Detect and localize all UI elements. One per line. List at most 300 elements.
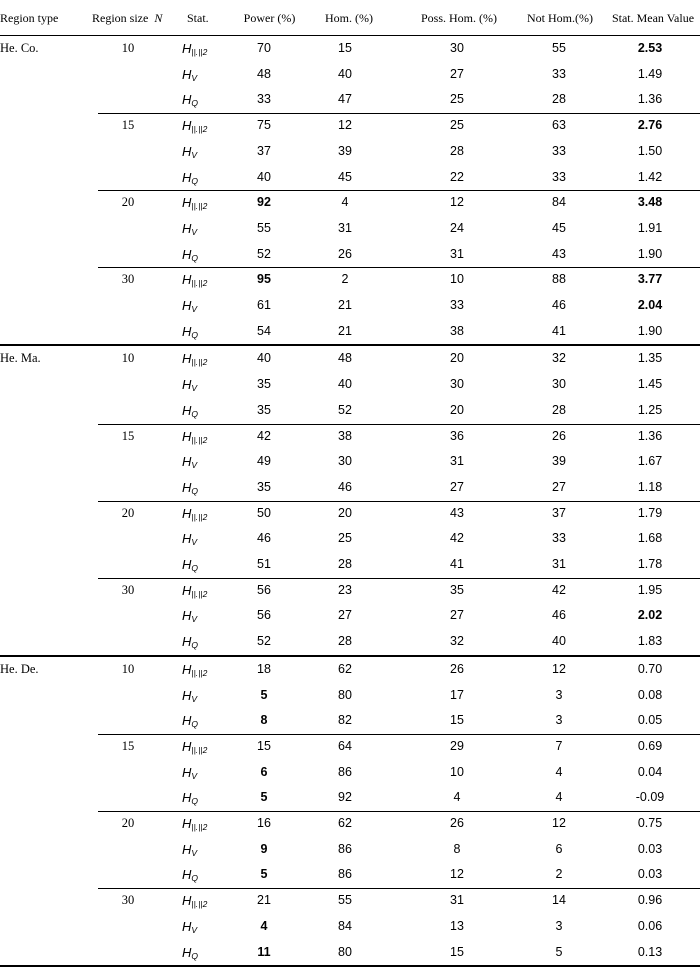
stat-symbol-subscript: V [191, 460, 198, 471]
poss-hom-cell: 42 [450, 531, 464, 546]
region-size-cell: 15 [121, 118, 135, 133]
not-hom-cell: 3 [555, 918, 563, 933]
stat-cell [182, 734, 226, 759]
stat-symbol-base: H [182, 195, 192, 211]
stat-symbol-subscript: ||.||2 [191, 357, 208, 368]
power-cell: 92 [257, 195, 271, 210]
stat-symbol-subscript: ||.||2 [191, 744, 208, 755]
stat-symbol-base: H [182, 66, 192, 82]
power-cell: 40 [257, 351, 271, 366]
stat-mean-cell: 1.25 [637, 402, 663, 417]
poss-hom-cell: 36 [450, 428, 464, 443]
not-hom-cell: 33 [552, 66, 566, 81]
hom-cell: 64 [338, 738, 352, 753]
stat-cell [182, 914, 226, 939]
stat-symbol-subscript: ||.||2 [191, 124, 208, 135]
stat-mean-cell: 1.49 [637, 66, 663, 81]
not-hom-cell: 12 [552, 816, 566, 830]
not-hom-cell: 7 [555, 738, 563, 753]
stat-symbol-base: H [182, 479, 192, 495]
stat-symbol-subscript: V [191, 383, 198, 394]
stat-mean-cell: 1.36 [637, 92, 663, 107]
hom-cell: 80 [338, 687, 352, 702]
table-row [0, 501, 700, 526]
power-cell: 52 [257, 246, 271, 261]
not-hom-cell: 26 [552, 428, 566, 443]
poss-hom-cell: 31 [450, 893, 464, 908]
header-region-type: Region type [0, 11, 59, 25]
poss-hom-cell: 13 [450, 918, 464, 933]
table-row [0, 760, 700, 785]
power-cell: 95 [257, 272, 271, 287]
poss-hom-cell: 22 [450, 169, 464, 184]
power-cell: 6 [260, 764, 268, 779]
stat-mean-cell: 0.96 [637, 893, 663, 908]
hom-cell: 55 [338, 893, 352, 908]
stat-symbol-subscript: Q [191, 98, 199, 109]
not-hom-cell: 4 [555, 790, 563, 805]
stat-symbol-base: H [182, 246, 192, 262]
stat-symbol-base: H [182, 531, 192, 547]
power-cell: 5 [260, 867, 268, 882]
power-cell: 40 [257, 169, 271, 184]
not-hom-cell: 5 [555, 944, 563, 959]
stat-mean-cell: 1.68 [637, 531, 663, 546]
region-size-cell: 20 [121, 816, 135, 830]
power-cell: 49 [257, 454, 271, 469]
hom-cell: 40 [338, 66, 352, 81]
stat-mean-cell: 1.90 [637, 323, 663, 338]
stat-symbol-base: H [182, 893, 192, 909]
power-cell: 50 [257, 505, 271, 520]
header-stat-mean-value: Stat. Mean Value [611, 11, 695, 25]
hom-cell: 2 [341, 272, 349, 287]
stat-mean-cell: -0.09 [635, 790, 665, 805]
poss-hom-cell: 25 [450, 118, 464, 133]
not-hom-cell: 31 [552, 557, 566, 571]
power-cell: 8 [260, 713, 268, 728]
poss-hom-cell: 27 [450, 66, 464, 81]
table-row [0, 603, 700, 628]
power-cell: 35 [257, 479, 271, 494]
poss-hom-cell: 17 [450, 687, 464, 702]
table-row [0, 708, 700, 733]
poss-hom-cell: 26 [450, 661, 464, 676]
table-row [0, 734, 700, 759]
not-hom-cell: 46 [552, 298, 566, 312]
hom-cell: 48 [338, 351, 352, 366]
stat-symbol-base: H [182, 661, 192, 677]
poss-hom-cell: 31 [450, 454, 464, 469]
hom-cell: 26 [338, 246, 352, 261]
not-hom-cell: 30 [552, 377, 566, 392]
stat-mean-cell: 0.13 [637, 944, 663, 959]
stat-symbol-base: H [182, 790, 192, 806]
stat-symbol-subscript: ||.||2 [191, 822, 208, 832]
power-cell: 51 [257, 557, 271, 571]
stat-mean-cell: 1.35 [637, 351, 663, 366]
stat-symbol-subscript: ||.||2 [191, 434, 208, 445]
not-hom-cell: 88 [552, 272, 566, 287]
table-row [0, 372, 700, 397]
table-row [0, 139, 700, 164]
table-row [0, 424, 700, 449]
table-row [0, 785, 700, 810]
stat-mean-cell: 1.83 [637, 634, 663, 649]
stat-mean-cell: 0.70 [637, 661, 663, 676]
table-row [0, 216, 700, 241]
hom-cell: 86 [338, 841, 352, 856]
stat-symbol-base: H [182, 377, 192, 393]
not-hom-cell: 37 [552, 505, 566, 520]
hom-cell: 84 [338, 918, 352, 933]
poss-hom-cell: 31 [450, 246, 464, 261]
stat-mean-cell: 3.48 [637, 195, 663, 210]
power-cell: 33 [257, 92, 271, 107]
stat-cell [182, 62, 226, 87]
power-cell: 16 [257, 816, 271, 830]
hom-cell: 62 [338, 661, 352, 676]
stat-symbol-base: H [182, 41, 192, 56]
table-row [0, 888, 700, 913]
hom-cell: 38 [338, 428, 352, 443]
stat-mean-cell: 0.75 [637, 816, 663, 830]
stat-symbol-subscript: ||.||2 [191, 511, 208, 522]
hom-cell: 62 [338, 816, 352, 830]
stat-symbol-base: H [182, 713, 192, 729]
hom-cell: 27 [338, 608, 352, 623]
stat-mean-cell: 0.05 [637, 713, 663, 728]
table-row [0, 190, 700, 215]
stat-symbol-subscript: Q [191, 329, 199, 340]
table-row [0, 862, 700, 887]
stat-symbol-subscript: Q [191, 719, 199, 730]
power-cell: 18 [257, 661, 271, 676]
stat-symbol-base: H [182, 687, 192, 703]
header-region-size [92, 0, 172, 36]
not-hom-cell: 33 [552, 531, 566, 546]
stat-symbol-base: H [182, 118, 192, 134]
poss-hom-cell: 32 [450, 634, 464, 649]
power-cell: 15 [257, 738, 271, 753]
not-hom-cell: 33 [552, 143, 566, 158]
power-cell: 56 [257, 608, 271, 623]
table-row [0, 293, 700, 318]
stat-cell [182, 785, 226, 810]
region-size-cell: 30 [121, 893, 135, 908]
stat-cell [182, 346, 226, 371]
table-row [0, 552, 700, 577]
stat-symbol-base: H [182, 428, 192, 444]
stat-symbol-base: H [182, 298, 192, 313]
stat-cell [182, 811, 226, 836]
stat-symbol-subscript: ||.||2 [191, 588, 208, 599]
stat-mean-cell: 1.95 [637, 582, 663, 597]
stat-mean-cell: 0.69 [637, 738, 663, 753]
hom-cell: 21 [338, 323, 352, 338]
stat-mean-cell: 0.04 [637, 764, 663, 779]
stat-symbol-subscript: V [191, 693, 198, 704]
hom-cell: 20 [338, 505, 352, 520]
power-cell: 42 [257, 428, 271, 443]
stat-symbol-base: H [182, 505, 192, 521]
poss-hom-cell: 8 [453, 841, 461, 856]
poss-hom-cell: 24 [450, 220, 464, 235]
stat-symbol-base: H [182, 634, 192, 650]
stat-symbol-base: H [182, 738, 192, 754]
stat-cell [182, 190, 226, 215]
table-row [0, 449, 700, 474]
stat-cell [182, 578, 226, 603]
hom-cell: 39 [338, 143, 352, 158]
not-hom-cell: 39 [552, 454, 566, 469]
not-hom-cell: 33 [552, 169, 566, 184]
power-cell: 35 [257, 377, 271, 392]
stat-cell [182, 216, 226, 241]
power-cell: 70 [257, 41, 271, 55]
region-size-cell: 10 [121, 661, 135, 676]
stat-cell [182, 87, 226, 112]
stat-symbol-base: H [182, 143, 192, 159]
stat-symbol-subscript: ||.||2 [191, 47, 208, 57]
poss-hom-cell: 15 [450, 713, 464, 728]
stat-mean-cell: 1.36 [637, 428, 663, 443]
stat-symbol-base: H [182, 944, 192, 960]
stat-mean-cell: 1.45 [637, 377, 663, 392]
stat-symbol-subscript: Q [191, 485, 199, 496]
stat-cell [182, 267, 226, 292]
table-row [0, 526, 700, 551]
power-cell: 11 [257, 944, 271, 959]
table-row [0, 113, 700, 138]
region-size-cell: 20 [121, 195, 135, 210]
stat-cell [182, 552, 226, 577]
table-row [0, 940, 700, 965]
stat-cell [182, 888, 226, 913]
table-row [0, 475, 700, 500]
stat-mean-cell: 1.18 [637, 479, 663, 494]
not-hom-cell: 3 [555, 687, 563, 702]
stat-mean-cell: 0.03 [637, 867, 663, 882]
not-hom-cell: 27 [552, 479, 566, 494]
table-row [0, 578, 700, 603]
stat-cell [182, 629, 226, 654]
stat-symbol-subscript: ||.||2 [191, 201, 208, 212]
header-poss-hom: Poss. Hom. (%) [420, 11, 497, 25]
stat-symbol-base: H [182, 582, 192, 598]
power-cell: 75 [257, 118, 271, 133]
hom-cell: 80 [338, 944, 352, 959]
stat-symbol-base: H [182, 557, 192, 572]
stat-symbol-base: H [182, 918, 192, 934]
region-size-cell: 15 [121, 738, 135, 753]
header-not-hom: Not Hom.(%) [527, 11, 593, 25]
power-cell: 5 [260, 790, 268, 805]
power-cell: 61 [257, 298, 271, 312]
stat-cell [182, 113, 226, 138]
hom-cell: 47 [338, 92, 352, 107]
stat-symbol-subscript: Q [191, 252, 199, 263]
region-size-cell: 15 [121, 428, 135, 443]
table-header [0, 0, 700, 36]
stat-cell [182, 398, 226, 423]
hom-cell: 25 [338, 531, 352, 546]
table-row [0, 398, 700, 423]
stat-cell [182, 372, 226, 397]
stat-symbol-subscript: V [191, 226, 198, 237]
stat-mean-cell: 1.90 [637, 246, 663, 261]
poss-hom-cell: 20 [450, 402, 464, 417]
region-type-cell: He. Ma. [0, 351, 41, 366]
group-separator [0, 965, 700, 967]
not-hom-cell: 40 [552, 634, 566, 649]
poss-hom-cell: 30 [450, 41, 464, 55]
stat-cell [182, 36, 226, 61]
power-cell: 55 [257, 220, 271, 235]
stat-cell [182, 319, 226, 344]
stat-symbol-subscript: ||.||2 [191, 278, 208, 289]
poss-hom-cell: 26 [450, 816, 464, 830]
poss-hom-cell: 43 [450, 505, 464, 520]
table-row [0, 683, 700, 708]
hom-cell: 82 [338, 713, 352, 728]
table-row [0, 242, 700, 267]
not-hom-cell: 55 [552, 41, 566, 55]
stat-cell [182, 293, 226, 318]
region-type-cell: He. De. [0, 661, 39, 676]
power-cell: 5 [260, 687, 268, 702]
header-stat: Stat. [187, 11, 209, 25]
region-size-cell: 30 [121, 582, 135, 597]
stat-symbol-subscript: Q [191, 873, 199, 884]
stat-symbol-base: H [182, 220, 192, 236]
hom-cell: 46 [338, 479, 352, 494]
stat-cell [182, 603, 226, 628]
stat-cell [182, 526, 226, 551]
stat-mean-cell: 2.76 [637, 118, 663, 133]
stat-symbol-subscript: Q [191, 408, 199, 419]
stat-symbol-subscript: V [191, 537, 198, 548]
hom-cell: 28 [338, 634, 352, 649]
hom-cell: 12 [338, 118, 352, 133]
region-size-cell: 10 [121, 41, 135, 55]
poss-hom-cell: 10 [450, 764, 464, 779]
stat-mean-cell: 0.06 [637, 918, 663, 933]
stat-symbol-base: H [182, 764, 192, 780]
poss-hom-cell: 28 [450, 143, 464, 158]
stat-symbol-base: H [182, 454, 192, 470]
stat-symbol-base: H [182, 351, 192, 367]
stat-cell [182, 139, 226, 164]
poss-hom-cell: 10 [450, 272, 464, 287]
header-hom: Hom. (%) [325, 11, 373, 25]
stat-mean-cell: 1.50 [637, 143, 663, 158]
stat-symbol-subscript: V [191, 614, 198, 625]
stat-symbol-base: H [182, 92, 192, 108]
power-cell: 21 [257, 893, 271, 908]
not-hom-cell: 43 [552, 246, 566, 261]
hom-cell: 30 [338, 454, 352, 469]
table-row [0, 165, 700, 190]
power-cell: 9 [260, 841, 268, 856]
poss-hom-cell: 41 [450, 557, 464, 571]
stat-symbol-subscript: Q [191, 175, 199, 186]
poss-hom-cell: 12 [450, 195, 464, 210]
power-cell: 37 [257, 143, 271, 158]
table-row [0, 629, 700, 654]
stat-symbol-subscript: V [191, 847, 198, 858]
not-hom-cell: 14 [552, 893, 566, 908]
stat-symbol-subscript: Q [191, 563, 199, 573]
hom-cell: 86 [338, 867, 352, 882]
region-size-cell: 20 [121, 505, 135, 520]
stat-symbol-subscript: ||.||2 [191, 667, 208, 678]
stat-cell [182, 837, 226, 862]
not-hom-cell: 3 [555, 713, 563, 728]
power-cell: 54 [257, 323, 271, 338]
hom-cell: 31 [338, 220, 352, 235]
stat-cell [182, 475, 226, 500]
not-hom-cell: 6 [555, 841, 563, 856]
stat-mean-cell: 2.02 [637, 608, 663, 623]
stat-symbol-subscript: ||.||2 [191, 899, 208, 910]
hom-cell: 86 [338, 764, 352, 779]
stat-symbol-base: H [182, 867, 192, 883]
stat-mean-cell: 2.04 [637, 298, 663, 312]
poss-hom-cell: 38 [450, 323, 464, 338]
poss-hom-cell: 29 [450, 738, 464, 753]
not-hom-cell: 2 [555, 867, 563, 882]
region-size-cell: 30 [121, 272, 135, 287]
hom-cell: 23 [338, 582, 352, 597]
not-hom-cell: 41 [552, 323, 566, 338]
stat-cell [182, 424, 226, 449]
table-row [0, 657, 700, 682]
stat-symbol-base: H [182, 169, 192, 185]
not-hom-cell: 28 [552, 92, 566, 107]
poss-hom-cell: 27 [450, 608, 464, 623]
poss-hom-cell: 30 [450, 377, 464, 392]
stat-symbol-subscript: V [191, 72, 198, 83]
header-region-size-label: Region size [92, 11, 149, 25]
stat-cell [182, 657, 226, 682]
hom-cell: 21 [338, 298, 352, 312]
header-n: N [154, 11, 163, 25]
power-cell: 52 [257, 634, 271, 649]
power-cell: 48 [257, 66, 271, 81]
stat-symbol-subscript: V [191, 304, 198, 314]
stat-symbol-subscript: Q [191, 796, 199, 807]
not-hom-cell: 28 [552, 402, 566, 417]
table-row [0, 87, 700, 112]
stat-symbol-base: H [182, 816, 192, 831]
hom-cell: 52 [338, 402, 352, 417]
poss-hom-cell: 20 [450, 351, 464, 366]
poss-hom-cell: 12 [450, 867, 464, 882]
table-row [0, 267, 700, 292]
region-size-cell: 10 [121, 351, 135, 366]
stat-cell [182, 708, 226, 733]
table-row [0, 837, 700, 862]
hom-cell: 92 [338, 790, 352, 805]
stat-cell [182, 862, 226, 887]
not-hom-cell: 63 [552, 118, 566, 133]
stat-symbol-base: H [182, 841, 192, 857]
stat-mean-cell: 1.91 [637, 220, 663, 235]
stat-mean-cell: 1.78 [637, 557, 663, 571]
stat-mean-cell: 1.67 [637, 454, 663, 469]
stat-cell [182, 940, 226, 965]
